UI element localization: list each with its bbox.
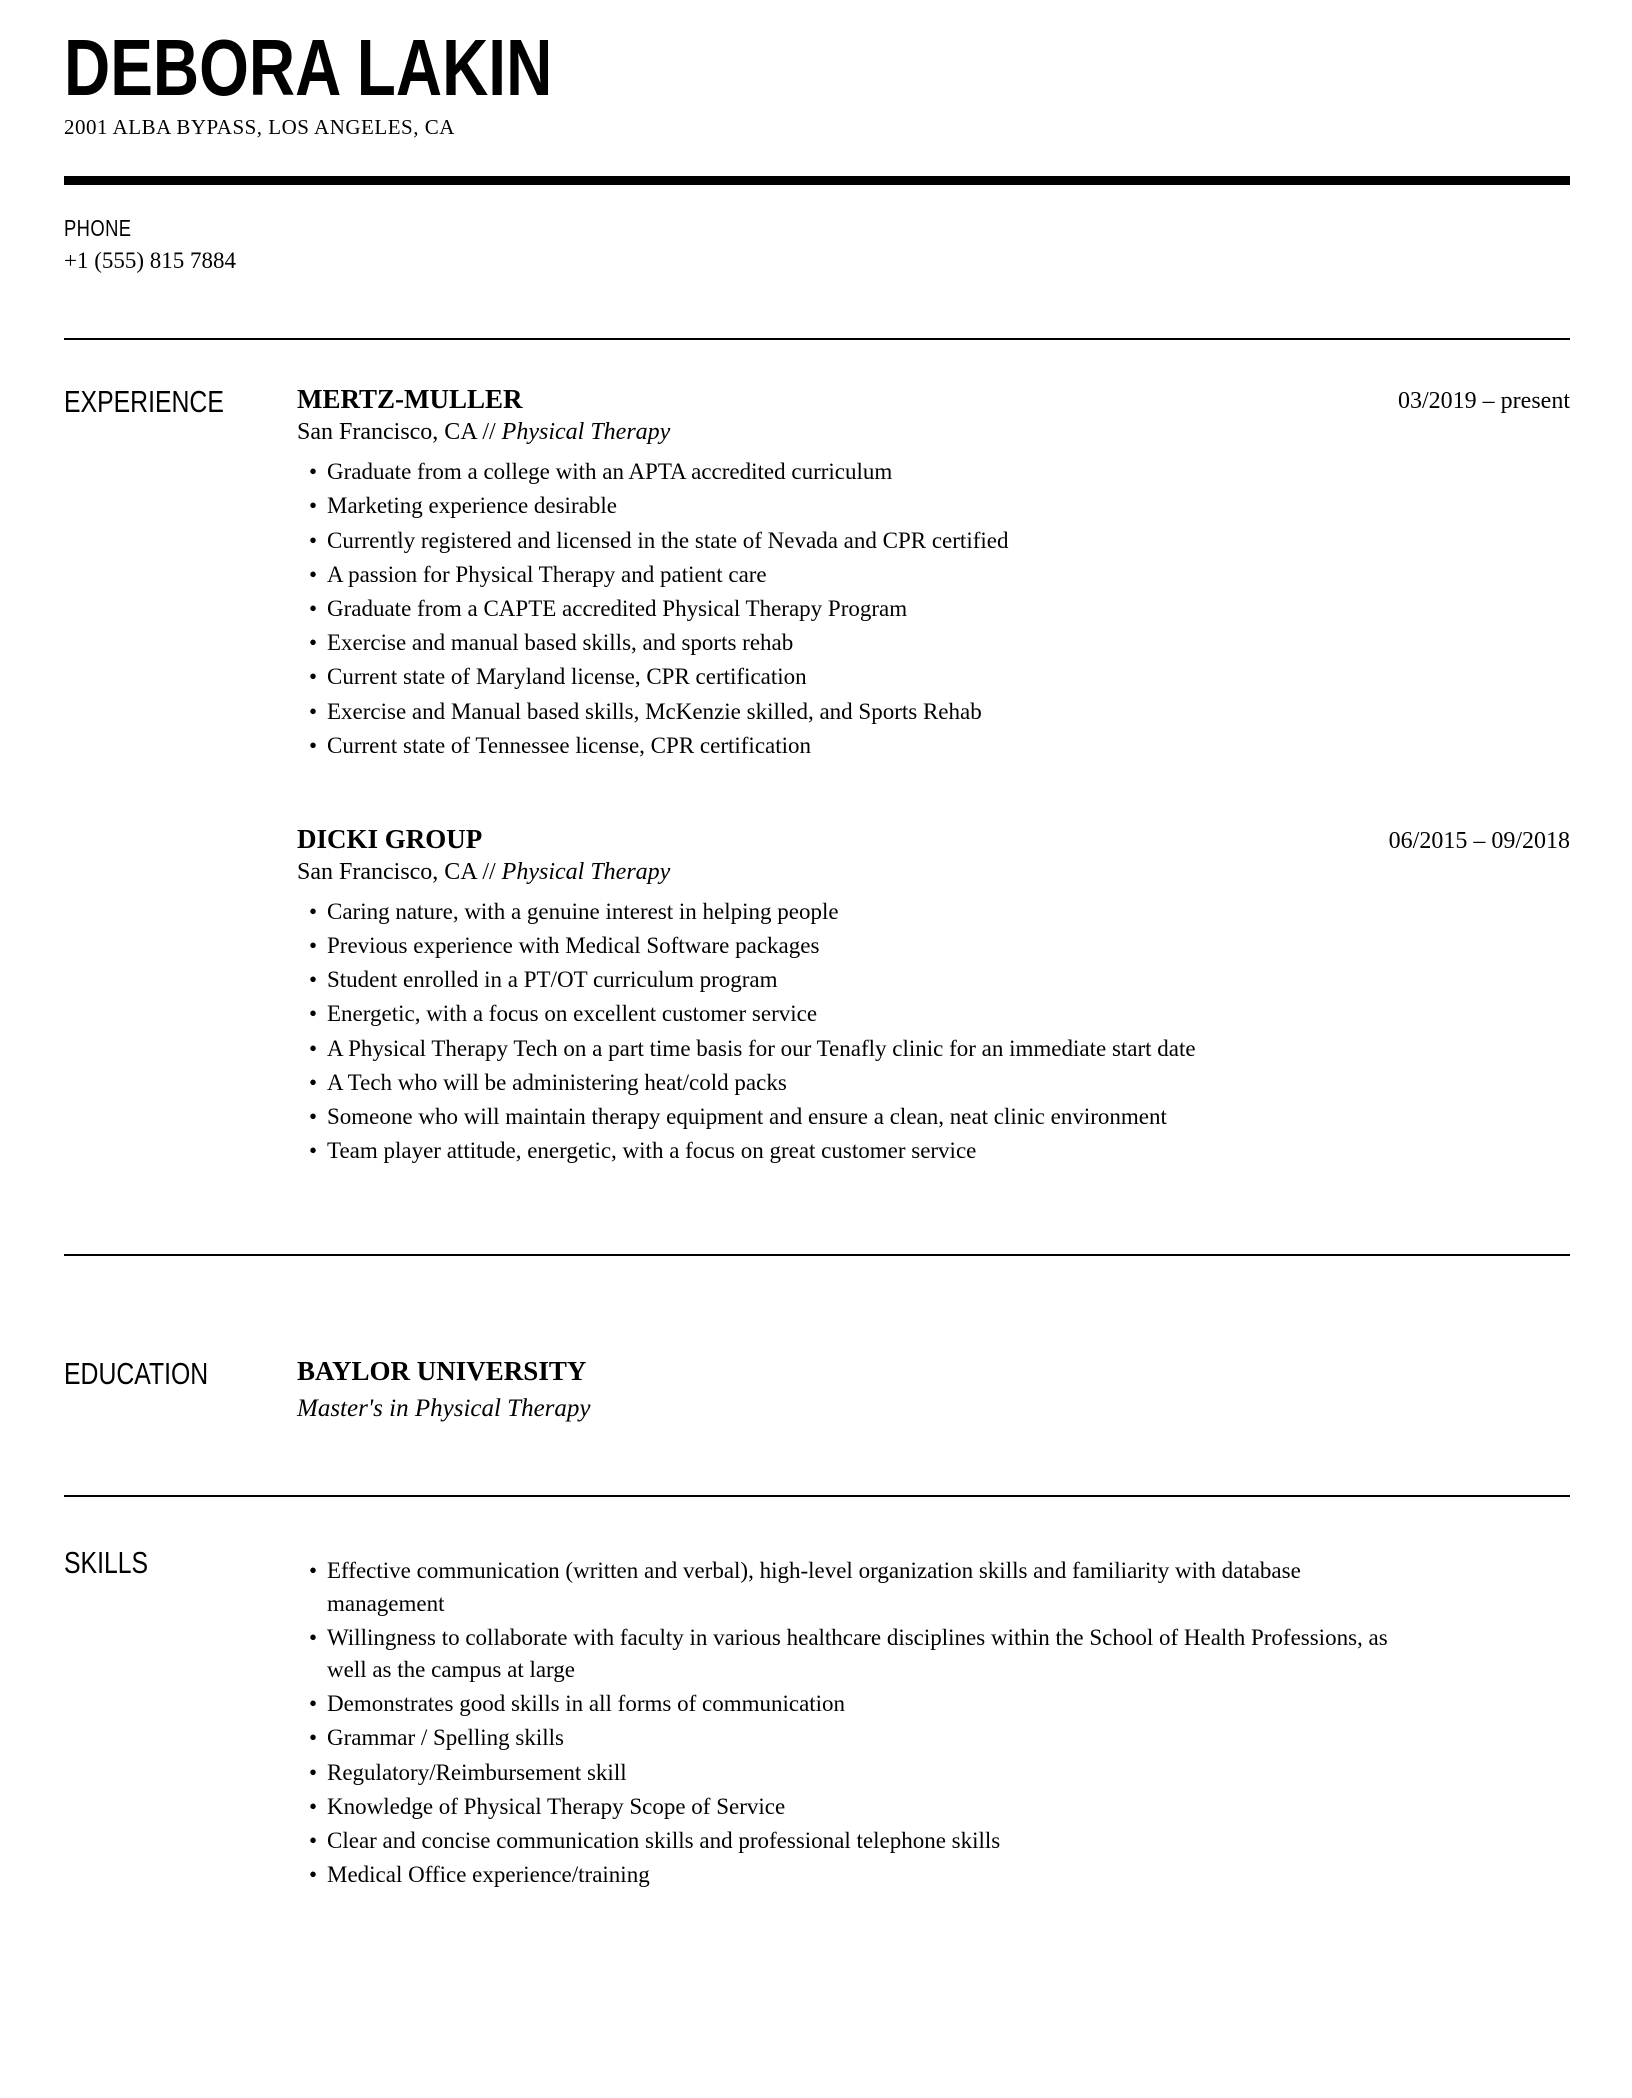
job-role: Physical Therapy [501, 858, 671, 885]
company-name: DICKI GROUP [297, 823, 483, 854]
bullet-item: • Student enrolled in a PT/OT curriculum program [297, 964, 1570, 996]
bullet-item: • Regulatory/Reimbursement skill [297, 1757, 1417, 1789]
bullet-item: • Previous experience with Medical Software packages [297, 930, 1570, 962]
bullet-item: • Medical Office experience/training [297, 1859, 1417, 1891]
bullet-item: • A Tech who will be administering heat/cold packs [297, 1067, 1570, 1099]
job-dates: 03/2019 – present [1398, 388, 1570, 415]
bullet-item: • Demonstrates good skills in all forms of communication [297, 1688, 1417, 1720]
bullet-item: • Current state of Maryland license, CPR certification [297, 661, 1570, 693]
bullet-item: • Grammar / Spelling skills [297, 1722, 1417, 1754]
education-label-column [64, 1356, 297, 1423]
bullet-item: • Effective communication (written and verbal), high-level organization skills and familiarity with database management [297, 1555, 1417, 1619]
degree-name: Master's in Physical Therapy [297, 1395, 591, 1423]
candidate-address: 2001 ALBA BYPASS, LOS ANGELES, CA [64, 115, 455, 140]
job-entry-mertz-muller [297, 384, 1570, 762]
bullet-item: • Knowledge of Physical Therapy Scope of Service [297, 1791, 1417, 1823]
bullet-item: • Caring nature, with a genuine interest in helping people [297, 896, 1570, 928]
experience-label-column [64, 384, 297, 1169]
job-subtitle [297, 859, 1570, 886]
candidate-name: DEBORA LAKIN [64, 23, 553, 112]
job-subtitle [297, 419, 1570, 446]
contact-section [64, 215, 1570, 338]
skills-section-label: SKILLS [64, 1545, 149, 1581]
bullet-item: • Current state of Tennessee license, CPR certification [297, 730, 1570, 762]
phone-label: PHONE [64, 215, 132, 242]
bullet-item: • Energetic, with a focus on excellent customer service [297, 998, 1570, 1030]
bullet-item: • Currently registered and licensed in the state of Nevada and CPR certified [297, 525, 1570, 557]
job-location: San Francisco, CA [297, 419, 477, 446]
job-entry-dicki-group [297, 824, 1570, 1168]
bullet-item: • Willingness to collaborate with faculty in various healthcare disciplines within the School of Health Professions, as well as the campus at large [297, 1622, 1417, 1686]
skills-section [64, 1495, 1570, 1893]
bullet-item: • Team player attitude, energetic, with a focus on great customer service [297, 1135, 1570, 1167]
job-bullet-list [297, 456, 1570, 762]
job-header [297, 824, 1570, 855]
bullet-item: • Clear and concise communication skills and professional telephone skills [297, 1825, 1417, 1857]
experience-section-label: EXPERIENCE [64, 384, 224, 420]
header-divider [64, 176, 1570, 185]
job-separator: // [482, 858, 496, 885]
resume-header [64, 23, 1570, 140]
job-header [297, 384, 1570, 415]
experience-section [64, 338, 1570, 1254]
bullet-item: • Exercise and manual based skills, and sports rehab [297, 627, 1570, 659]
skills-content [297, 1545, 1570, 1893]
bullet-item: • Exercise and Manual based skills, McKenzie skilled, and Sports Rehab [297, 696, 1570, 728]
skills-label-column [64, 1545, 297, 1893]
company-name: MERTZ-MULLER [297, 384, 523, 415]
bullet-item: • A passion for Physical Therapy and patient care [297, 559, 1570, 591]
bullet-item: • Someone who will maintain therapy equipment and ensure a clean, neat clinic environment [297, 1101, 1570, 1133]
bullet-item: • Graduate from a college with an APTA accredited curriculum [297, 456, 1570, 488]
job-dates: 06/2015 – 09/2018 [1388, 827, 1570, 854]
education-section [64, 1254, 1570, 1495]
bullet-item: • A Physical Therapy Tech on a part time basis for our Tenafly clinic for an immediate start date [297, 1033, 1570, 1065]
school-name: BAYLOR UNIVERSITY [297, 1356, 587, 1387]
skills-bullet-list [297, 1555, 1417, 1891]
bullet-item: • Graduate from a CAPTE accredited Physical Therapy Program [297, 593, 1570, 625]
education-section-label: EDUCATION [64, 1356, 209, 1392]
bullet-item: • Marketing experience desirable [297, 490, 1570, 522]
education-content [297, 1356, 1570, 1423]
job-separator: // [482, 419, 496, 446]
job-role: Physical Therapy [501, 419, 671, 446]
job-bullet-list [297, 896, 1570, 1168]
experience-content [297, 384, 1570, 1169]
phone-value: +1 (555) 815 7884 [64, 248, 237, 274]
job-location: San Francisco, CA [297, 858, 477, 885]
